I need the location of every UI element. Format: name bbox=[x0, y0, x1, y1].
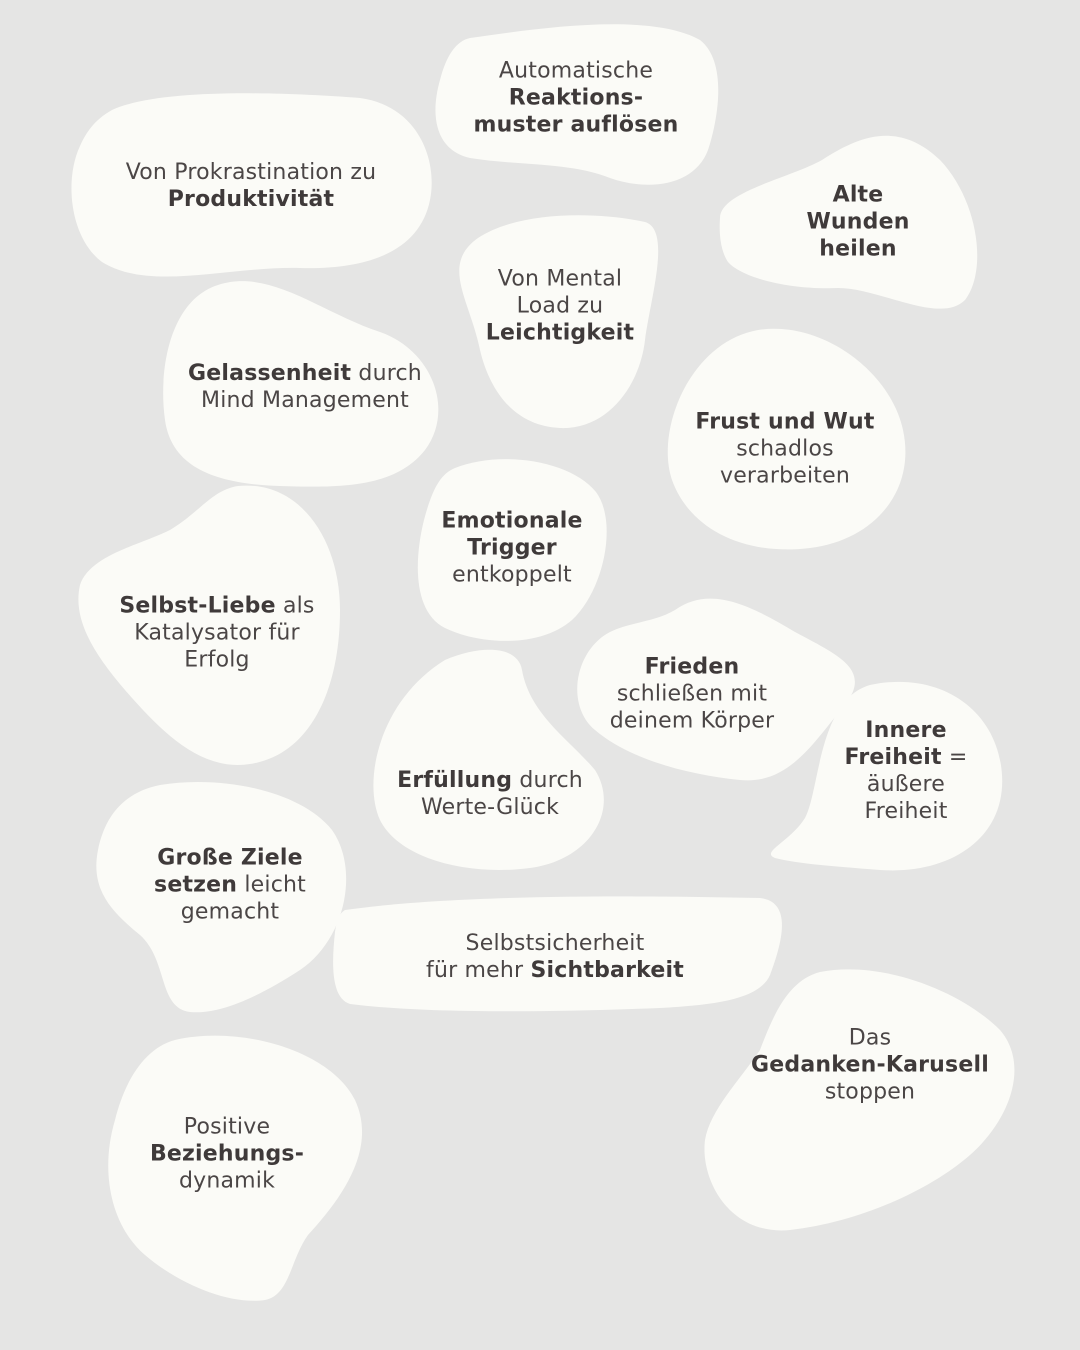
bubble-line bbox=[486, 293, 634, 320]
bubble-line bbox=[844, 771, 967, 798]
bubble-line bbox=[695, 436, 874, 463]
bubble-line bbox=[188, 387, 422, 414]
text-segment-bold: Reaktions- bbox=[508, 85, 644, 111]
text-segment-bold: Frieden bbox=[644, 654, 740, 680]
text-segment: Erfolg bbox=[184, 647, 250, 673]
bubble-line bbox=[426, 957, 684, 984]
text-segment: Von Mental bbox=[497, 266, 623, 292]
text-segment: Katalysator für bbox=[134, 620, 300, 646]
bubble-reaktionsmuster bbox=[473, 58, 678, 139]
text-segment: Das bbox=[848, 1025, 892, 1051]
text-segment: Selbstsicherheit bbox=[465, 931, 645, 956]
bubble-line bbox=[486, 266, 634, 293]
bubble-line bbox=[154, 872, 306, 899]
bubble-line bbox=[119, 593, 314, 620]
bubble-line bbox=[844, 798, 967, 825]
bubble-selbst-liebe bbox=[119, 593, 314, 674]
text-segment: schadlos bbox=[736, 436, 834, 462]
text-segment: für mehr bbox=[426, 958, 531, 983]
bubble-line bbox=[119, 620, 314, 647]
bubble-shape-erfuellung bbox=[373, 650, 603, 870]
bubble-line bbox=[426, 930, 684, 957]
bubble-prokrastination bbox=[126, 159, 377, 213]
text-segment: durch bbox=[351, 361, 422, 386]
bubble-line bbox=[806, 182, 909, 209]
text-segment-bold: Gedanken-Karusell bbox=[751, 1052, 989, 1078]
text-segment: = bbox=[941, 745, 968, 770]
bubble-line bbox=[441, 508, 582, 535]
text-segment-bold: Emotionale bbox=[441, 508, 583, 534]
text-segment: als bbox=[275, 593, 315, 619]
bubble-line bbox=[610, 708, 775, 735]
text-segment: gemacht bbox=[180, 899, 280, 925]
text-segment-bold: Alte bbox=[832, 182, 884, 208]
text-segment-bold: Frust und Wut bbox=[695, 409, 875, 435]
bubble-line bbox=[154, 899, 306, 926]
text-segment-bold: Erfüllung bbox=[397, 768, 513, 793]
text-segment: Mind Management bbox=[201, 388, 409, 413]
bubble-line bbox=[751, 1052, 989, 1079]
text-segment-bold: Selbst-Liebe bbox=[119, 593, 276, 619]
bubble-line bbox=[695, 463, 874, 490]
text-segment: entkoppelt bbox=[452, 562, 572, 588]
text-segment-bold: Sichtbarkeit bbox=[530, 958, 684, 983]
bubble-line bbox=[150, 1168, 304, 1195]
text-segment: Load zu bbox=[516, 293, 604, 319]
text-segment-bold: Trigger bbox=[467, 535, 557, 561]
bubble-grosse-ziele bbox=[154, 845, 306, 926]
bubble-mental-load bbox=[486, 266, 634, 347]
bubble-gelassenheit bbox=[188, 360, 422, 414]
text-segment-bold: setzen bbox=[154, 872, 238, 898]
bubble-line bbox=[751, 1025, 989, 1052]
text-segment: leicht bbox=[237, 872, 306, 898]
bubble-line bbox=[188, 360, 422, 387]
bubble-line bbox=[119, 647, 314, 674]
bubble-line bbox=[473, 85, 678, 112]
bubble-line bbox=[441, 535, 582, 562]
bubble-alte-wunden bbox=[806, 182, 909, 263]
bubble-freiheit bbox=[844, 717, 967, 825]
text-segment: verarbeiten bbox=[719, 463, 851, 489]
bubble-line bbox=[397, 794, 583, 821]
bubble-line bbox=[695, 409, 874, 436]
bubble-line bbox=[154, 845, 306, 872]
text-segment-bold: Wunden bbox=[806, 209, 910, 235]
text-segment: dynamik bbox=[178, 1168, 276, 1194]
text-segment-bold: Leichtigkeit bbox=[485, 320, 635, 346]
bubble-frieden bbox=[610, 654, 775, 735]
text-segment-bold: heilen bbox=[819, 236, 897, 262]
bubble-line bbox=[806, 209, 909, 236]
text-segment-bold: Große Ziele bbox=[157, 845, 303, 871]
text-segment-bold: Gelassenheit bbox=[188, 361, 352, 386]
text-segment: Werte-Glück bbox=[420, 795, 560, 820]
bubble-line bbox=[844, 744, 967, 771]
bubble-line bbox=[473, 112, 678, 139]
bubble-trigger bbox=[441, 508, 582, 589]
bubble-line bbox=[610, 654, 775, 681]
bubble-line bbox=[126, 186, 377, 213]
bubble-selbstsicherheit bbox=[426, 930, 684, 984]
text-segment: Automatische bbox=[498, 58, 654, 84]
text-segment: Freiheit bbox=[864, 799, 948, 824]
text-segment-bold: Freiheit bbox=[844, 745, 942, 770]
text-segment-bold: Produktivität bbox=[167, 187, 335, 212]
bubble-line bbox=[397, 767, 583, 794]
text-segment: deinem Körper bbox=[609, 708, 775, 734]
text-segment: Positive bbox=[183, 1114, 271, 1140]
bubble-line bbox=[441, 562, 582, 589]
text-segment: schließen mit bbox=[616, 681, 768, 707]
bubble-line bbox=[126, 159, 377, 186]
bubble-frust-wut bbox=[695, 409, 874, 490]
text-segment: stoppen bbox=[824, 1079, 916, 1105]
bubble-gedanken-karusell bbox=[751, 1025, 989, 1106]
bubble-line bbox=[150, 1141, 304, 1168]
text-segment-bold: muster auflösen bbox=[473, 112, 679, 138]
bubble-line bbox=[844, 717, 967, 744]
bubble-line bbox=[806, 236, 909, 263]
text-segment-bold: Innere bbox=[865, 718, 947, 743]
bubble-line bbox=[486, 320, 634, 347]
text-segment: Von Prokrastination zu bbox=[125, 160, 377, 185]
bubble-erfuellung bbox=[397, 767, 583, 821]
bubble-line bbox=[610, 681, 775, 708]
bubble-line bbox=[751, 1079, 989, 1106]
bubble-line bbox=[473, 58, 678, 85]
text-segment-bold: Beziehungs- bbox=[149, 1141, 305, 1167]
text-segment: äußere bbox=[866, 772, 946, 797]
text-segment: durch bbox=[512, 768, 583, 793]
bubble-line bbox=[150, 1114, 304, 1141]
bubble-beziehungsdynamik bbox=[150, 1114, 304, 1195]
